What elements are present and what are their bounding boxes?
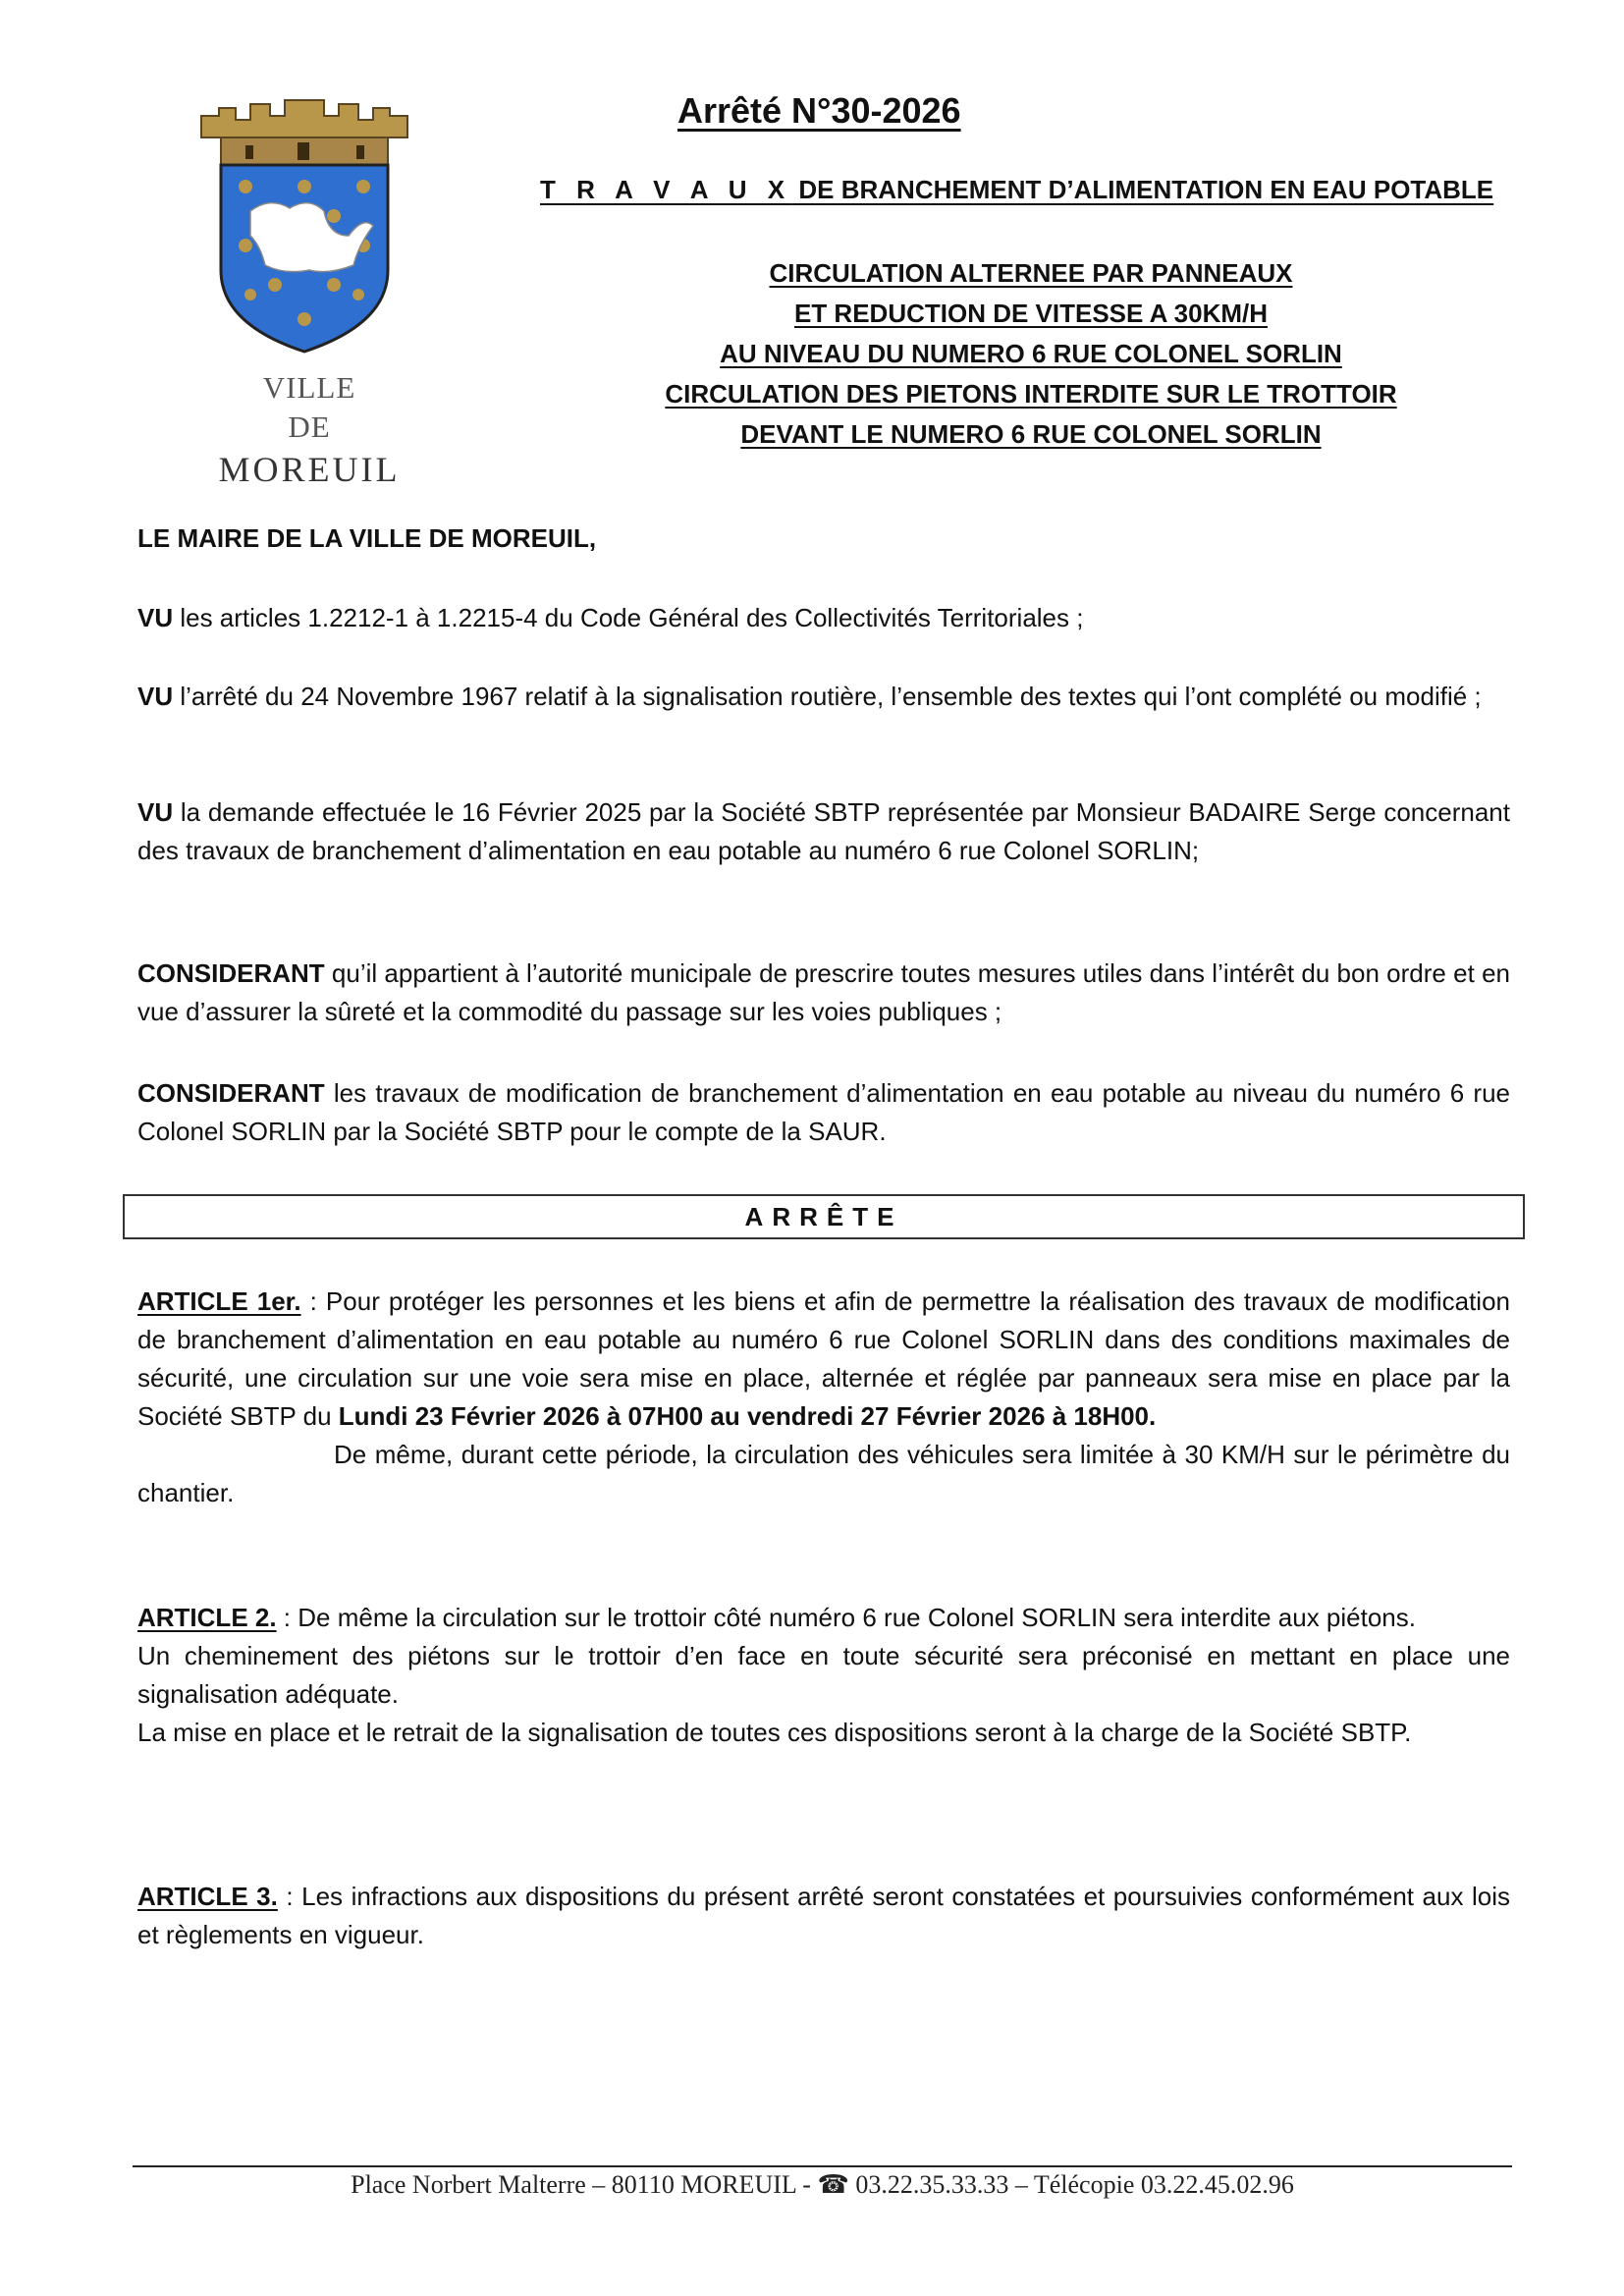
travaux-word: T R A V A U X — [540, 175, 792, 204]
article-3-label: ARTICLE 3. — [137, 1882, 278, 1911]
travaux-subtitle — [540, 175, 1493, 205]
considerant-paragraph-2 — [137, 1074, 1510, 1151]
circulation-heading-block — [589, 253, 1473, 455]
article-3 — [137, 1878, 1510, 1954]
de-line: DE — [288, 410, 331, 444]
footer-address: Place Norbert Malterre – 80110 MOREUIL - — [351, 2170, 818, 2199]
circulation-line: AU NIVEAU DU NUMERO 6 RUE COLONEL SORLIN — [720, 339, 1342, 368]
phone-icon: ☎ — [817, 2170, 849, 2199]
article-2-text-3: La mise en place et le retrait de la signalisation de toutes ces dispositions seront à la charge de la Société SBTP. — [137, 1718, 1412, 1747]
travaux-rest: DE BRANCHEMENT D’ALIMENTATION EN EAU POTABLE — [791, 175, 1494, 204]
article-2-label: ARTICLE 2. — [137, 1603, 277, 1632]
vu-text: les articles 1.2212-1 à 1.2215-4 du Code Général des Collectivités Territoriales ; — [173, 603, 1084, 632]
considerant-lead: CONSIDERANT — [137, 958, 325, 988]
circulation-line: DEVANT LE NUMERO 6 RUE COLONEL SORLIN — [740, 419, 1322, 449]
vu-paragraph-2 — [137, 678, 1510, 716]
article-1-dates: Lundi 23 Février 2026 à 07H00 au vendredi 27 Février 2026 à 18H00. — [338, 1401, 1157, 1431]
considerant-text: qu’il appartient à l’autorité municipale de prescrire toutes mesures utiles dans l’intérêt du bon ordre et en vue d’assurer la sûreté et la commodité du passage sur les voies publiques ; — [137, 958, 1510, 1026]
footer-phone-fax: 03.22.35.33.33 – Télécopie 03.22.45.02.96 — [848, 2170, 1294, 2199]
vu-paragraph-1 — [137, 599, 1510, 637]
arrete-heading-box: ARRÊTE — [123, 1194, 1525, 1239]
vu-lead: VU — [137, 797, 174, 827]
vu-text: la demande effectuée le 16 Février 2025 par la Société SBTP représentée par Monsieur BADAIRE Serge concernant des travaux de branchement d’alimentation en eau potable au numéro 6 rue Colonel SORLIN; — [137, 797, 1510, 865]
footer-divider — [133, 2165, 1512, 2167]
article-1-label: ARTICLE 1er. — [137, 1286, 301, 1316]
vu-lead: VU — [137, 603, 174, 632]
article-1 — [137, 1283, 1510, 1512]
vu-paragraph-3 — [137, 793, 1510, 870]
considerant-lead: CONSIDERANT — [137, 1078, 325, 1108]
ville-line: VILLE — [262, 370, 356, 405]
considerant-text: les travaux de modification de branchement d’alimentation en eau potable au niveau du numéro 6 rue Colonel SORLIN par la Société SBTP pour le compte de la SAUR. — [137, 1078, 1510, 1146]
maire-heading: LE MAIRE DE LA VILLE DE MOREUIL, — [137, 523, 597, 553]
moreuil-line: MOREUIL — [218, 450, 401, 489]
ville-de-moreuil-label — [191, 368, 427, 492]
footer-contact — [133, 2170, 1512, 2200]
article-1-text: : Pour protéger les personnes et les biens et afin de permettre la réalisation des travaux de modification de branchement d’alimentation en eau potable au numéro 6 rue Colonel SORLIN dans des conditions maximales de sécurité, une circulation sur une voie sera mise en place, alternée et réglée par panneaux sera mise en place par la Société SBTP du — [137, 1286, 1510, 1431]
circulation-line: CIRCULATION ALTERNEE PAR PANNEAUX — [769, 258, 1293, 288]
article-2 — [137, 1599, 1510, 1752]
article-2-text-2: Un cheminement des piétons sur le trottoir d’en face en toute sécurité sera préconisé en mettant en place une signalisation adéquate. — [137, 1641, 1510, 1709]
moreuil-coat-of-arms-icon — [191, 98, 417, 354]
article-1-text-2: De même, durant cette période, la circulation des véhicules sera limitée à 30 KM/H sur le périmètre du chantier. — [137, 1440, 1510, 1507]
circulation-line: ET REDUCTION DE VITESSE A 30KM/H — [793, 299, 1269, 328]
article-3-text: : Les infractions aux dispositions du présent arrêté seront constatées et poursuivies conformément aux lois et règlements en vigueur. — [137, 1882, 1510, 1949]
considerant-paragraph-1 — [137, 955, 1510, 1031]
circulation-line: CIRCULATION DES PIETONS INTERDITE SUR LE TROTTOIR — [665, 379, 1397, 409]
vu-lead: VU — [137, 682, 174, 711]
article-2-text: : De même la circulation sur le trottoir côté numéro 6 rue Colonel SORLIN sera interdite aux piétons. — [276, 1603, 1416, 1632]
vu-text: l’arrêté du 24 Novembre 1967 relatif à la signalisation routière, l’ensemble des textes qui l’ont complété ou modifié ; — [173, 682, 1482, 711]
arrete-number-title: Arrêté N°30-2026 — [677, 90, 961, 131]
